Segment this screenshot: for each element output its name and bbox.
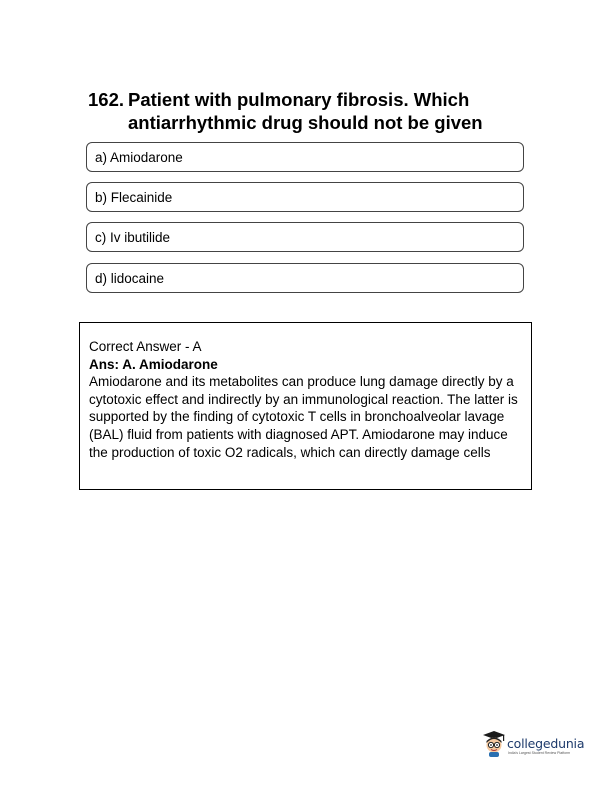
option-a[interactable]: a) Amiodarone	[86, 142, 524, 172]
logo-name: collegedunia	[507, 736, 585, 751]
option-d[interactable]: d) lidocaine	[86, 263, 524, 293]
correct-answer: Correct Answer - A	[89, 339, 202, 354]
mascot-icon	[482, 730, 506, 758]
question-text: Patient with pulmonary fibrosis. Which antiarrhythmic drug should not be given	[128, 89, 483, 133]
question-number: 162.	[88, 89, 125, 110]
option-b[interactable]: b) Flecainide	[86, 182, 524, 212]
answer-title: Ans: A. Amiodarone	[89, 356, 218, 372]
answer-explanation: Amiodarone and its metabolites can produce lung damage directly by a cytotoxic effect and indirectly by an immunological reaction. The latter is supported by the finding of cytotoxic T cells in bronchoalveolar lavage (BAL) fluid from patients with diagnosed APT. Amiodarone may induce the production of toxic O2 radicals, which can directly damage cells	[89, 374, 518, 460]
question-heading	[88, 88, 528, 134]
option-c[interactable]: c) Iv ibutilide	[86, 222, 524, 252]
collegedunia-logo	[482, 730, 586, 760]
logo-tagline: India's Largest Student Review Platform	[508, 751, 571, 755]
answer-box	[79, 322, 532, 490]
